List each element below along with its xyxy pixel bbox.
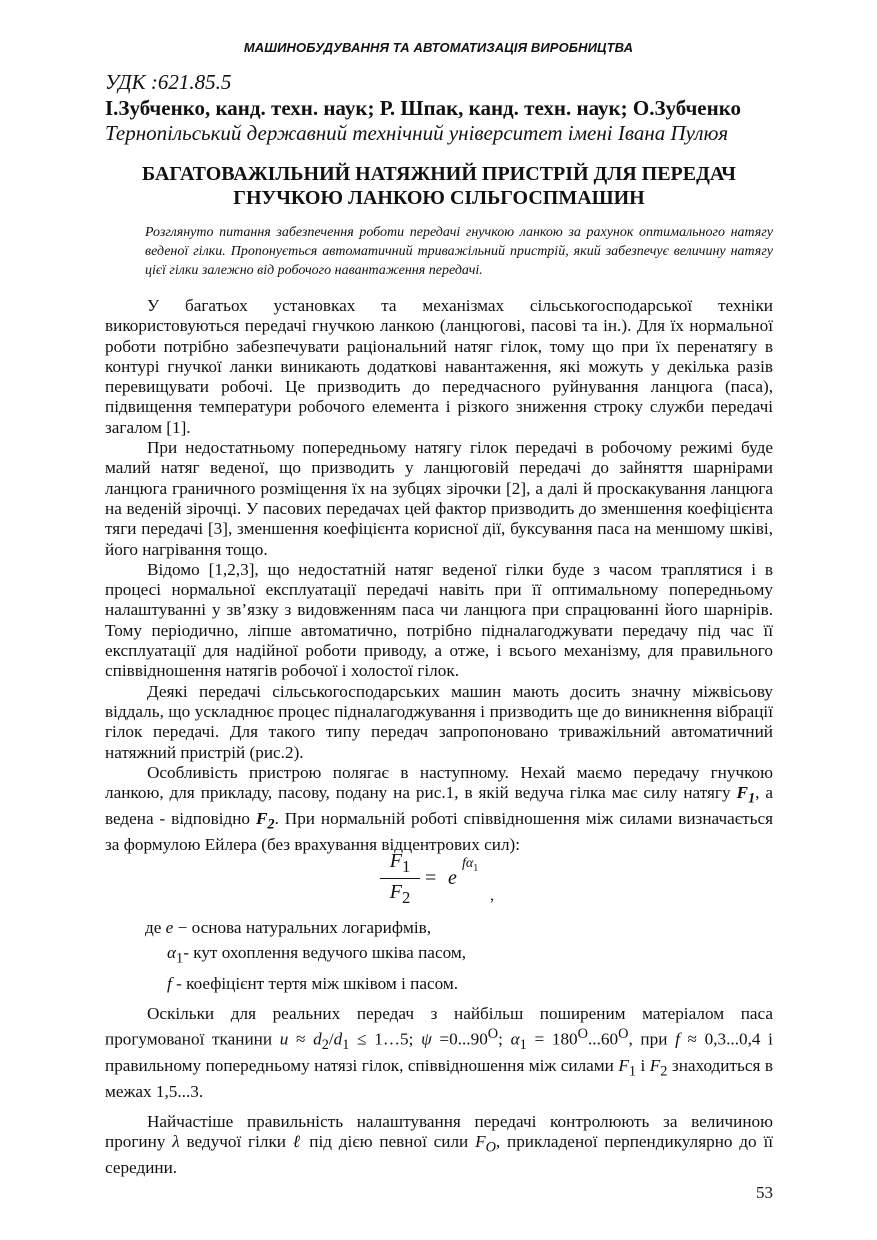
article-title: БАГАТОВАЖІЛЬНИЙ НАТЯЖНИЙ ПРИСТРІЙ ДЛЯ ПЕРЕДАЧ ГНУЧКОЮ ЛАНКОЮ СІЛЬГОСПМАШИН bbox=[142, 163, 736, 209]
paragraph: Відомо [1,2,3], що недостатній натяг веденої гілки буде з часом траплятися і в процесі нормальної експлуатації передачі навіть при її оптимальному попередньому налаштуванні у зв’язку з видовженням паса чи ланцюга при спрацюванні його шарнірів. Тому періодично, ліпше автоматично, потрібно підналагоджувати передачу під час її експлуатації для надійної роботи приводу, а отже, і всього механізму, для правильного співвідношення натягів робочої і холостої гілок. bbox=[105, 559, 773, 681]
euler-formula: $F_1$ $F_2$ = e $f\alpha_1$ , bbox=[380, 850, 520, 910]
affiliation: Тернопільський державний технічний університет імені Івана Пулюя bbox=[105, 121, 729, 145]
paragraph: У багатьох установках та механізмах сільськогосподарської техніки використовуються передачі гнучкою ланкою (ланцюгові, пасові та ін.). Для їх нормальної роботи потрібно забезпечувати раціональний натяг гілок, тому що при їх перенатягу в контурі гнучкої ланки виникають додаткові навантаження, які можуть у декілька разів перевищувати робочі. Це призводить до передчасного руйнування ланцюга (паса), підвищення температури робочого елемента і різкого зниження строку служби передачі загалом [1]. bbox=[105, 296, 773, 437]
paragraph: Найчастіше правильність налаштування передачі контролюють за величиною прогину λ ведучої гілки ℓ під дією певної сили $F_O$, прикладеної перпендикулярно до її середини. bbox=[105, 1112, 773, 1178]
journal-header: МАШИНОБУДУВАННЯ ТА АВТОМАТИЗАЦІЯ ВИРОБНИЦТВА bbox=[243, 40, 634, 55]
paragraph: При недостатньому попередньому натягу гілок передачі в робочому режимі буде малий натяг веденої, що призводить у ланцюговій передачі до зайняття шарнірами ланцюга граничного розміщення їх на зубцях зірочки [2], а далі й проскакування ланцюга на веденій зірочці. У пасових передачах цей фактор призводить до зменшення коефіцієнта тяги передачі [3], зменшення коефіцієнта корисної дії, буксування паса на меншому шківі, його нагрівання тощо. bbox=[105, 438, 773, 559]
abstract: Розглянуто питання забезпечення роботи передачі гнучкою ланкою за рахунок оптимального натягу веденої гілки. Пропонується автоматичний триважільний пристрій, який забезпечує величину натягу цієї гілки залежно від робочого навантаження передачі. bbox=[145, 225, 773, 278]
page-number: 53 bbox=[756, 1183, 773, 1202]
formula-base: e bbox=[448, 867, 457, 889]
paragraph: Оскільки для реальних передач з найбільш поширеним матеріалом паса прогумованої тканини $u \approx d_2/d_1$ ≤ 1…5; $\psi =0...90^O$; $\alpha_1 = 180^O...60^O$, при f ≈ 0,3...0,4 і правильному попередньому натязі гілок, співвідношення між силами $F_1$ і $F_2$ знаходиться в межах 1,5...3. bbox=[105, 1004, 773, 1101]
paragraph: Особливість пристрою полягає в наступному. Нехай маємо передачу гнучкою ланкою, для прикладу, пасову, подану на рис.1, в якій ведуча гілка має силу натягу $F_1$, а ведена - відповідно $F_2$. При нормальній роботі співвідношення між силами визначається за формулою Ейлера (без врахування відцентрових сил): bbox=[105, 762, 773, 854]
paragraph: Деякі передачі сільськогосподарських машин мають досить значну міжвісьову віддаль, що ускладнює процес підналагоджування і призводить ще до виникнення вібрації гілок передачі. Для такого типу передач запропоновано триважільний автоматичний натяжний пристрій (рис.2). bbox=[105, 681, 773, 762]
definition-e: де e − основа натуральних логарифмів, bbox=[145, 918, 432, 937]
definition-alpha: $\alpha_1-$ кут охоплення ведучого шківа пасом, bbox=[167, 943, 467, 967]
body-text-2 bbox=[105, 1004, 773, 1102]
formula-definitions bbox=[145, 915, 466, 996]
definition-f: f - коефіцієнт тертя між шківом і пасом. bbox=[167, 974, 459, 994]
body-text-3 bbox=[105, 1112, 773, 1178]
authors: І.Зубченко, канд. техн. наук; Р. Шпак, канд. техн. наук; О.Зубченко bbox=[105, 96, 742, 120]
body-text bbox=[105, 296, 773, 855]
formula-fraction: $F_1$ $F_2$ bbox=[380, 850, 420, 908]
formula-exponent: $f\alpha_1$ bbox=[462, 856, 479, 874]
udk-code: УДК :621.85.5 bbox=[105, 70, 232, 94]
formula-equals: = bbox=[425, 867, 437, 889]
